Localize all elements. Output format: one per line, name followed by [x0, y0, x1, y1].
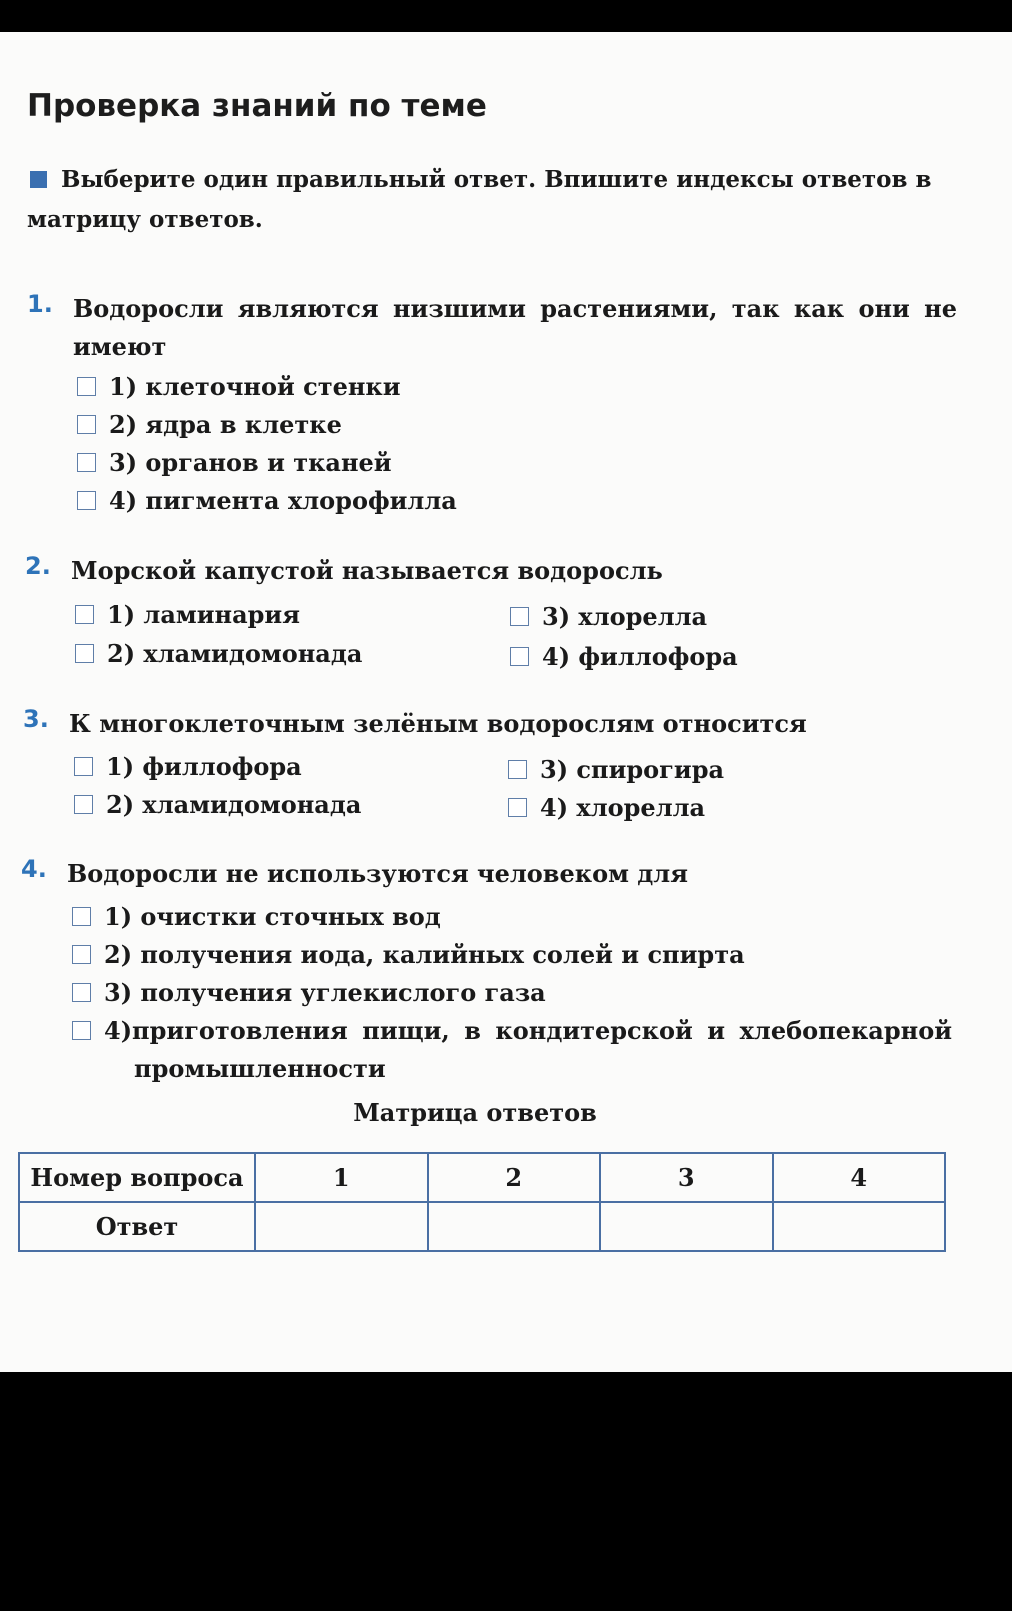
q2-option-4[interactable]: 4) филлофора [510, 642, 738, 671]
q1-option-1[interactable]: 1) клеточной стенки [77, 372, 401, 401]
question-2 [25, 552, 965, 592]
instruction [27, 160, 967, 240]
checkbox-icon[interactable] [72, 1021, 91, 1040]
matrix-column-header: 3 [600, 1153, 773, 1202]
answer-cell-2[interactable] [428, 1202, 601, 1251]
q4-option-4-continuation: промышленности [134, 1054, 386, 1083]
q2-option-1[interactable]: 1) ламинария [75, 600, 300, 629]
q3-option-4[interactable]: 4) хлорелла [508, 793, 705, 822]
matrix-title: Матрица ответов [353, 1098, 597, 1127]
q1-option-2[interactable]: 2) ядра в клетке [77, 410, 342, 439]
q3-option-3[interactable]: 3) спирогира [508, 755, 724, 784]
matrix-column-header: 2 [428, 1153, 601, 1202]
question-4 [21, 855, 961, 895]
question-number: 2. [25, 552, 51, 580]
question-text: Водоросли не используются человеком для [67, 859, 688, 888]
checkbox-icon[interactable] [508, 798, 527, 817]
q3-option-1[interactable]: 1) филлофора [74, 752, 302, 781]
matrix-column-header: 4 [773, 1153, 946, 1202]
checkbox-icon[interactable] [508, 760, 527, 779]
question-1 [27, 290, 967, 370]
checkbox-icon[interactable] [510, 647, 529, 666]
worksheet-page [0, 32, 1012, 1372]
checkbox-icon[interactable] [72, 945, 91, 964]
q3-option-2[interactable]: 2) хламидомонада [74, 790, 361, 819]
checkbox-icon[interactable] [72, 983, 91, 1002]
square-marker-icon [30, 171, 47, 188]
answer-matrix [18, 1152, 946, 1252]
q1-option-4[interactable]: 4) пигмента хлорофилла [77, 486, 457, 515]
q2-option-2[interactable]: 2) хламидомонада [75, 639, 362, 668]
checkbox-icon[interactable] [77, 377, 96, 396]
q4-option-2[interactable]: 2) получения иода, калийных солей и спирта [72, 940, 745, 969]
question-text: Морской капустой называется водоросль [71, 556, 663, 585]
checkbox-icon[interactable] [74, 757, 93, 776]
answer-cell-1[interactable] [255, 1202, 428, 1251]
q1-option-3[interactable]: 3) органов и тканей [77, 448, 392, 477]
answer-cell-3[interactable] [600, 1202, 773, 1251]
q4-option-4[interactable]: 4)приготовления пищи, в кондитерской и хлебопекарной [72, 1016, 952, 1045]
page-title: Проверка знаний по теме [27, 88, 487, 124]
question-number: 1. [27, 290, 53, 318]
checkbox-icon[interactable] [77, 453, 96, 472]
q4-option-3[interactable]: 3) получения углекислого газа [72, 978, 546, 1007]
q4-option-1[interactable]: 1) очистки сточных вод [72, 902, 441, 931]
question-text: К многоклеточным зелёным водорослям относится [69, 709, 807, 738]
checkbox-icon[interactable] [72, 907, 91, 926]
matrix-row-label: Ответ [19, 1202, 255, 1251]
checkbox-icon[interactable] [77, 415, 96, 434]
matrix-row-label: Номер вопроса [19, 1153, 255, 1202]
question-number: 3. [23, 705, 49, 733]
answer-cell-4[interactable] [773, 1202, 946, 1251]
question-number: 4. [21, 855, 47, 883]
matrix-column-header: 1 [255, 1153, 428, 1202]
instruction-text: Выберите один правильный ответ. Впишите индексы ответов в матрицу ответов. [27, 166, 932, 233]
checkbox-icon[interactable] [75, 644, 94, 663]
checkbox-icon[interactable] [74, 795, 93, 814]
checkbox-icon[interactable] [77, 491, 96, 510]
checkbox-icon[interactable] [510, 607, 529, 626]
checkbox-icon[interactable] [75, 605, 94, 624]
table-row [19, 1202, 945, 1251]
question-3 [23, 705, 963, 745]
q2-option-3[interactable]: 3) хлорелла [510, 602, 707, 631]
table-row [19, 1153, 945, 1202]
question-text: Водоросли являются низшими растениями, так как они не имеют [73, 294, 957, 361]
